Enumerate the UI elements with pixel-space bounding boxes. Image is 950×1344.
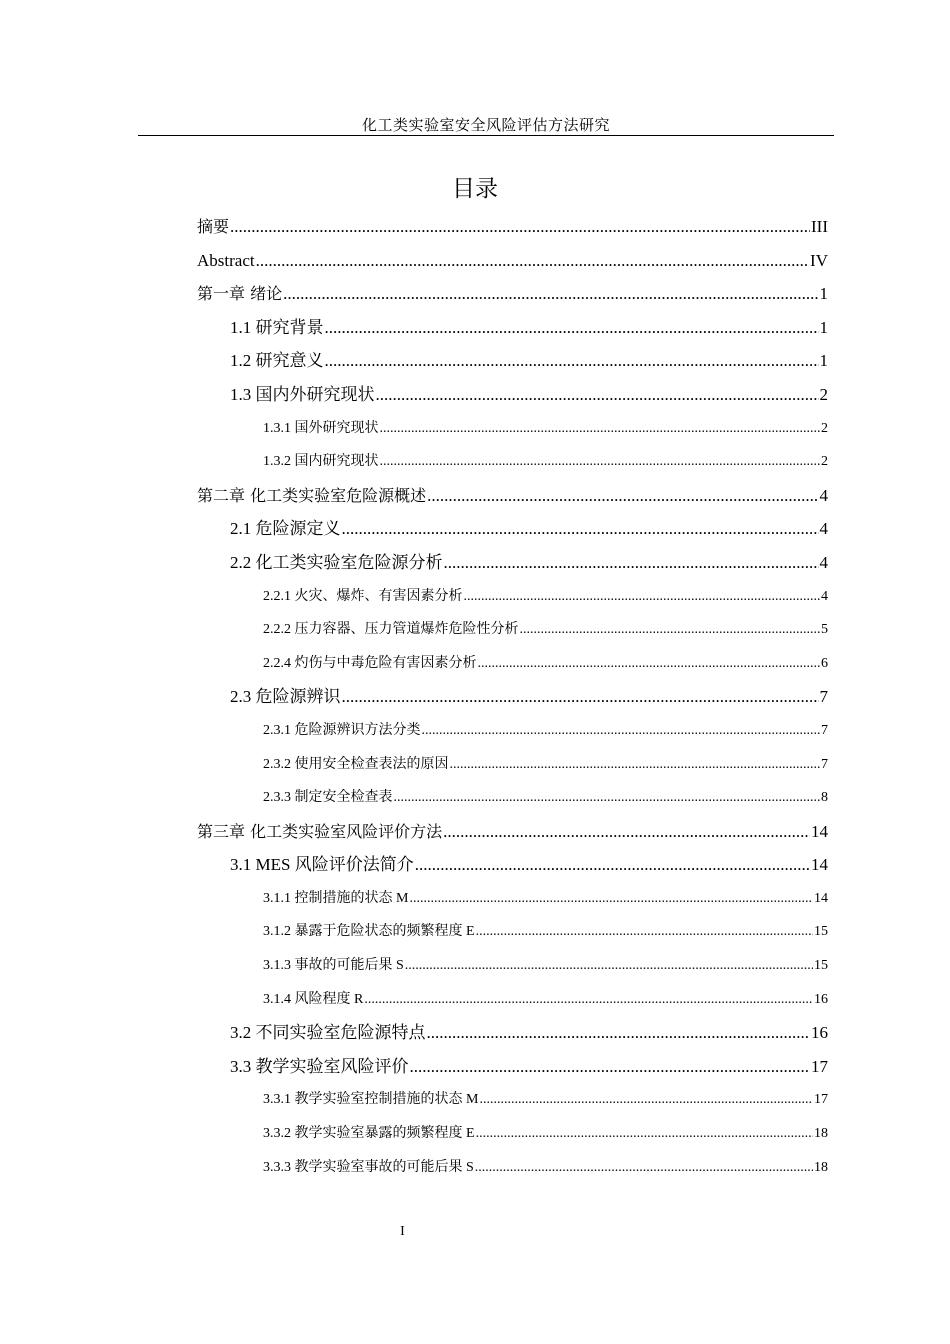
toc-entry-label: 第一章 绪论 bbox=[197, 284, 283, 304]
toc-entry-label: 2.1 危险源定义 bbox=[230, 519, 341, 539]
toc-entry[interactable] bbox=[197, 210, 828, 244]
toc-entry-label: 3.1.2 暴露于危险状态的频繁程度 E bbox=[263, 924, 475, 940]
dot-leader bbox=[283, 277, 818, 311]
dot-leader bbox=[476, 1117, 813, 1151]
toc-entry-label: 3.3.3 教学实验室事故的可能后果 S bbox=[263, 1159, 474, 1175]
toc-entry-page: 4 bbox=[821, 588, 828, 604]
dot-leader bbox=[427, 479, 818, 513]
toc-entry[interactable] bbox=[197, 915, 828, 949]
toc-entry-page: 2 bbox=[821, 420, 828, 436]
dot-leader bbox=[476, 915, 813, 949]
toc-entry-label: 2.3.3 制定安全检查表 bbox=[263, 790, 393, 806]
toc-entry-label: 3.2 不同实验室危险源特点 bbox=[230, 1023, 426, 1043]
toc-entry[interactable] bbox=[197, 412, 828, 446]
toc-entry-page: IV bbox=[810, 250, 828, 270]
toc-entry-label: 3.1.4 风险程度 R bbox=[263, 991, 364, 1007]
toc-entry-label: 2.3.2 使用安全检查表法的原因 bbox=[263, 756, 449, 772]
dot-leader bbox=[256, 244, 809, 278]
toc-entry-label: 1.3.1 国外研究现状 bbox=[263, 420, 379, 436]
toc-entry[interactable] bbox=[197, 311, 828, 345]
toc-entry-page: 2 bbox=[821, 454, 828, 470]
toc-entry-label: 2.2 化工类实验室危险源分析 bbox=[230, 552, 443, 572]
toc-entry-label: 2.3 危险源辨识 bbox=[230, 687, 341, 707]
toc-entry[interactable] bbox=[197, 748, 828, 782]
toc-entry-label: 1.2 研究意义 bbox=[230, 351, 324, 371]
dot-leader bbox=[380, 412, 821, 446]
toc-entry[interactable] bbox=[197, 378, 828, 412]
toc-entry[interactable] bbox=[197, 546, 828, 580]
dot-leader bbox=[478, 647, 821, 681]
toc-entry-page: 16 bbox=[811, 1023, 828, 1043]
dot-leader bbox=[427, 1016, 811, 1050]
toc-entry-page: 8 bbox=[821, 790, 828, 806]
dot-leader bbox=[230, 210, 810, 244]
toc-entry-page: 15 bbox=[814, 958, 828, 974]
toc-entry-page: 7 bbox=[821, 722, 828, 738]
toc-entry-label: 2.3.1 危险源辨识方法分类 bbox=[263, 722, 421, 738]
toc-entry-page: 1 bbox=[819, 317, 828, 337]
toc-entry[interactable] bbox=[197, 1117, 828, 1151]
toc-entry[interactable] bbox=[197, 277, 828, 311]
header-divider bbox=[138, 135, 834, 136]
toc-entry-label: 第三章 化工类实验室风险评价方法 bbox=[197, 821, 443, 841]
toc-entry-page: 18 bbox=[814, 1159, 828, 1175]
toc-entry[interactable] bbox=[197, 781, 828, 815]
toc-entry-page: 6 bbox=[821, 655, 828, 671]
toc-entry-page: 7 bbox=[819, 687, 828, 707]
dot-leader bbox=[450, 748, 821, 782]
toc-entry-page: 2 bbox=[819, 384, 828, 404]
toc-entry[interactable] bbox=[197, 445, 828, 479]
toc-entry-page: 5 bbox=[821, 622, 828, 638]
toc-entry-page: 4 bbox=[819, 552, 828, 572]
dot-leader bbox=[325, 311, 819, 345]
toc-entry[interactable] bbox=[197, 244, 828, 278]
toc-entry-page: 14 bbox=[811, 821, 828, 841]
toc-entry[interactable] bbox=[197, 848, 828, 882]
toc-entry-page: 1 bbox=[819, 351, 828, 371]
toc-entry-label: 3.3.1 教学实验室控制措施的状态 M bbox=[263, 1092, 479, 1108]
toc-entry[interactable] bbox=[197, 714, 828, 748]
toc-entry-page: 17 bbox=[814, 1092, 828, 1108]
toc-entry-page: 4 bbox=[819, 519, 828, 539]
toc-entry[interactable] bbox=[197, 512, 828, 546]
toc-entry-label: 2.2.1 火灾、爆炸、有害因素分析 bbox=[263, 588, 463, 604]
toc-entry-label: 第二章 化工类实验室危险源概述 bbox=[197, 485, 427, 505]
toc-entry-page: 4 bbox=[819, 485, 828, 505]
toc-entry-label: 1.1 研究背景 bbox=[230, 317, 324, 337]
dot-leader bbox=[394, 781, 821, 815]
toc-entry-label: 摘要 bbox=[197, 217, 230, 236]
page-number: I bbox=[400, 1224, 405, 1239]
toc-entry-label: 3.3.2 教学实验室暴露的频繁程度 E bbox=[263, 1126, 475, 1142]
toc-entry-page: 15 bbox=[814, 924, 828, 940]
toc-entry[interactable] bbox=[197, 680, 828, 714]
dot-leader bbox=[479, 1083, 813, 1117]
toc-entry-label: 1.3 国内外研究现状 bbox=[230, 384, 375, 404]
toc-entry-page: III bbox=[811, 217, 828, 236]
toc-entry[interactable] bbox=[197, 647, 828, 681]
toc-entry[interactable] bbox=[197, 882, 828, 916]
dot-leader bbox=[410, 1050, 811, 1084]
toc-entry-page: 14 bbox=[811, 855, 828, 875]
toc-entry[interactable] bbox=[197, 1050, 828, 1084]
toc-entry-label: 2.2.4 灼伤与中毒危险有害因素分析 bbox=[263, 655, 477, 671]
toc-entry-page: 18 bbox=[814, 1126, 828, 1142]
dot-leader bbox=[325, 344, 819, 378]
toc-heading: 目录 bbox=[452, 176, 498, 202]
toc-entry-page: 7 bbox=[821, 756, 828, 772]
dot-leader bbox=[364, 983, 813, 1017]
dot-leader bbox=[342, 512, 819, 546]
table-of-contents bbox=[197, 210, 828, 1184]
toc-entry[interactable] bbox=[197, 580, 828, 614]
toc-entry-label: 1.3.2 国内研究现状 bbox=[263, 454, 379, 470]
toc-entry[interactable] bbox=[197, 1016, 828, 1050]
toc-entry[interactable] bbox=[197, 613, 828, 647]
dot-leader bbox=[409, 882, 813, 916]
toc-entry[interactable] bbox=[197, 1151, 828, 1185]
toc-entry[interactable] bbox=[197, 949, 828, 983]
toc-entry-label: Abstract bbox=[197, 250, 255, 270]
toc-entry-label: 3.3 教学实验室风险评价 bbox=[230, 1056, 409, 1076]
toc-entry-label: 3.1.1 控制措施的状态 M bbox=[263, 890, 409, 906]
dot-leader bbox=[422, 714, 821, 748]
toc-entry[interactable] bbox=[197, 344, 828, 378]
toc-entry[interactable] bbox=[197, 1083, 828, 1117]
toc-entry[interactable] bbox=[197, 815, 828, 849]
dot-leader bbox=[415, 848, 810, 882]
toc-entry-page: 14 bbox=[814, 890, 828, 906]
dot-leader bbox=[376, 378, 819, 412]
dot-leader bbox=[475, 1151, 813, 1185]
toc-entry-page: 17 bbox=[811, 1056, 828, 1076]
dot-leader bbox=[380, 445, 821, 479]
toc-entry-label: 2.2.2 压力容器、压力管道爆炸危险性分析 bbox=[263, 622, 519, 638]
running-header: 化工类实验室安全风险评估方法研究 bbox=[361, 118, 610, 134]
dot-leader bbox=[520, 613, 821, 647]
dot-leader bbox=[342, 680, 819, 714]
toc-entry-page: 16 bbox=[814, 991, 828, 1007]
dot-leader bbox=[464, 580, 821, 614]
toc-entry-label: 3.1 MES 风险评价法简介 bbox=[230, 855, 414, 875]
toc-entry-page: 1 bbox=[819, 284, 828, 304]
toc-entry-label: 3.1.3 事故的可能后果 S bbox=[263, 958, 404, 974]
dot-leader bbox=[444, 546, 819, 580]
dot-leader bbox=[443, 815, 810, 849]
dot-leader bbox=[405, 949, 813, 983]
toc-entry[interactable] bbox=[197, 983, 828, 1017]
toc-entry[interactable] bbox=[197, 479, 828, 513]
